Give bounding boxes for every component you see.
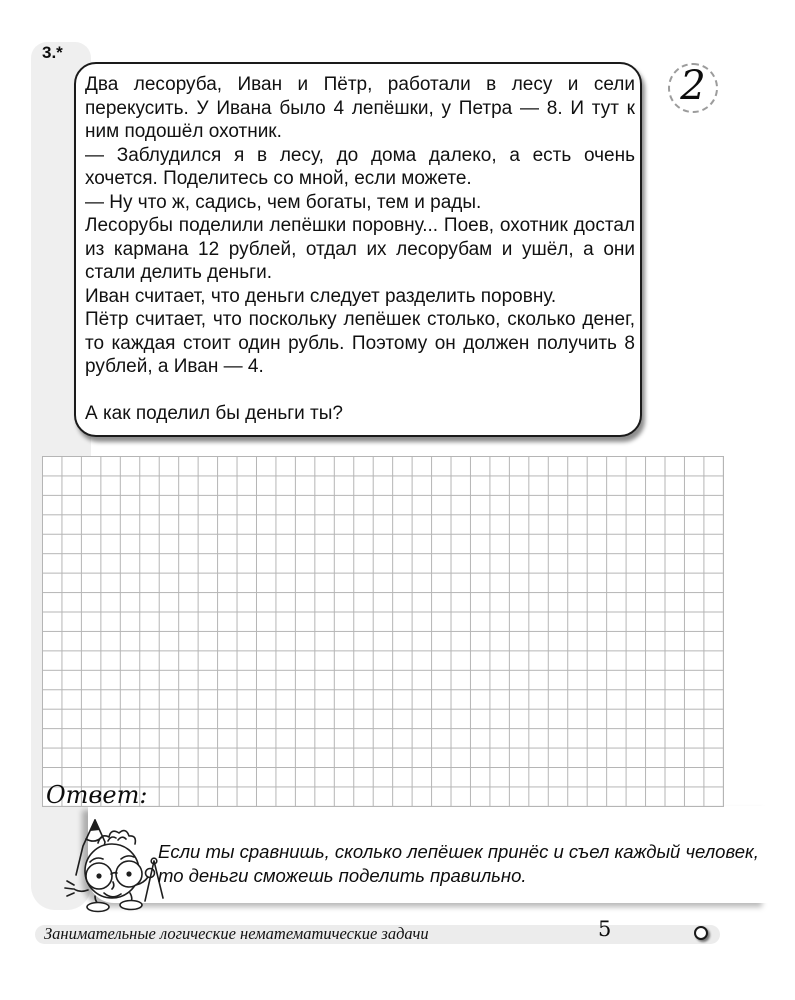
task-number-label: 3.* xyxy=(42,43,63,62)
mascot-hand xyxy=(65,881,74,896)
problem-card xyxy=(74,62,642,437)
problem-paragraph: Два лесоруба, Иван и Пётр, работали в лесу и сели перекусить. У Ивана было 4 лепёшки, у Петра — 8. И тут к ним подошёл охотник. xyxy=(85,74,635,142)
problem-paragraph: — Ну что ж, садись, чем богаты, тем и рады. xyxy=(85,191,482,213)
answer-grid-paper xyxy=(42,456,724,807)
gnome-mascot-illustration xyxy=(48,813,170,915)
mascot-shoe xyxy=(120,901,142,910)
hint-text: Если ты сравнишь, сколько лепёшек принёс и съел каждый человек, то деньги сможешь поделить правильно. xyxy=(158,841,759,886)
problem-paragraph: Лесорубы поделили лепёшки поровну... Поев, охотник достал из кармана 12 рублей, отдал их лесорубам и ушёл, а они стали делить деньги. xyxy=(85,215,635,283)
footer-book-title: Занимательные логические нематематические задачи xyxy=(44,924,429,943)
problem-paragraph: Иван считает, что деньги следует разделить поровну. xyxy=(85,285,557,307)
problem-paragraph: Пётр считает, что поскольку лепёшек столько, сколько денег, то каждая стоит один рубль. Поэтому он должен получить 8 рублей, а Иван — 4. xyxy=(85,309,635,377)
problem-paragraph: — Заблудился я в лесу, до дома далеко, а есть очень хочется. Поделитесь со мной, если можете. xyxy=(85,144,635,189)
task-count-badge xyxy=(668,63,718,113)
problem-question: А как поделил бы деньги ты? xyxy=(85,402,343,424)
answer-label: Ответ: xyxy=(46,781,148,809)
badge-number: 2 xyxy=(680,63,706,109)
mascot-shoe xyxy=(87,903,109,912)
page-number: 5 xyxy=(598,917,612,941)
footer-circle-ornament xyxy=(694,926,708,940)
